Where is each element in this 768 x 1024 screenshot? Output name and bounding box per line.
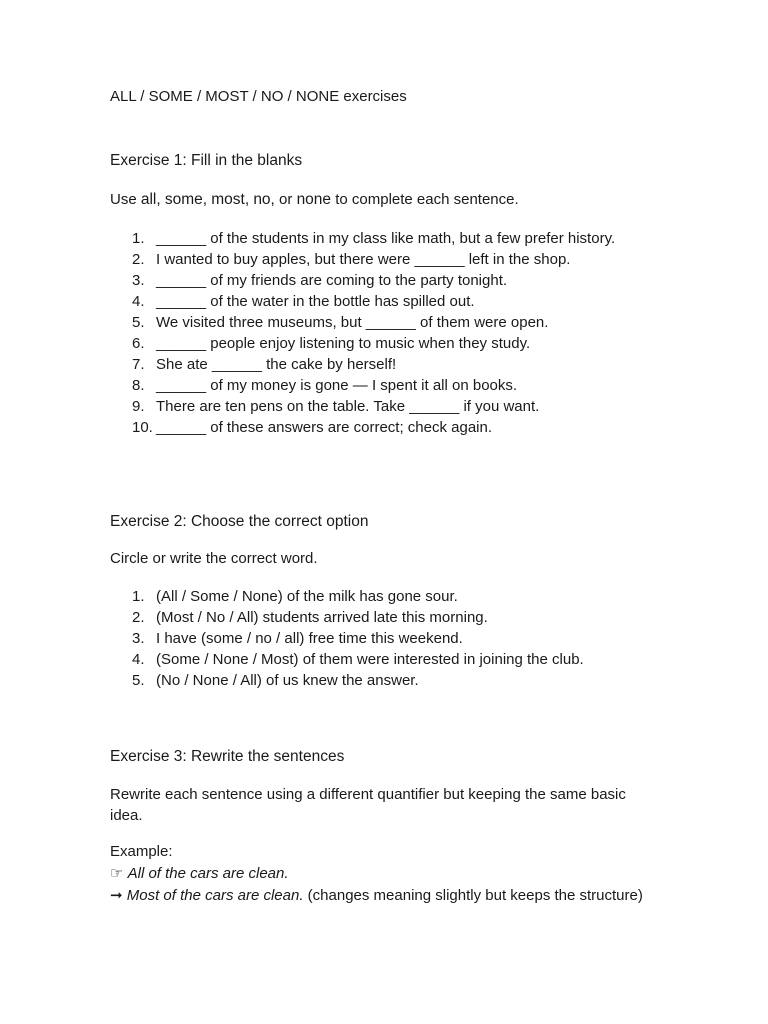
keyword-none: none <box>296 191 332 208</box>
example-rewrite-line <box>110 885 650 907</box>
keyword-most: most, <box>211 191 250 208</box>
item-number: 4. <box>132 651 145 668</box>
instruction-prefix: Use <box>110 191 141 208</box>
example-rewrite-sentence: Most of the cars are clean. <box>126 887 304 904</box>
item-text: (No / None / All) of us knew the answer. <box>156 672 419 689</box>
list-item <box>110 649 650 670</box>
list-item <box>110 586 650 607</box>
item-number: 7. <box>132 356 145 373</box>
item-text: (All / Some / None) of the milk has gone sour. <box>156 588 458 605</box>
item-text: (Some / None / Most) of them were interested in joining the club. <box>156 651 584 668</box>
item-text: I wanted to buy apples, but there were ______ left in the shop. <box>156 251 571 268</box>
list-item <box>110 291 650 312</box>
document-title: ALL / SOME / MOST / NO / NONE exercises <box>110 88 407 105</box>
keyword-all: all, <box>140 191 161 208</box>
keyword-no: no, <box>253 191 275 208</box>
exercise-1-heading: Exercise 1: Fill in the blanks <box>110 152 303 169</box>
item-text: ______ people enjoy listening to music when they study. <box>156 335 531 352</box>
example-note: (changes meaning slightly but keeps the structure) <box>307 887 643 904</box>
exercise-3-instruction: Rewrite each sentence using a different quantifier but keeping the same basic idea. <box>110 786 626 824</box>
list-item <box>110 249 650 270</box>
example-label: Example: <box>110 843 173 860</box>
right-arrow-icon: ➞ <box>110 887 123 904</box>
item-number: 2. <box>132 251 145 268</box>
instruction-suffix: to complete each sentence. <box>331 191 519 208</box>
exercise-2-instruction: Circle or write the correct word. <box>110 550 318 567</box>
item-number: 5. <box>132 672 145 689</box>
item-number: 1. <box>132 588 145 605</box>
list-item <box>110 417 650 438</box>
item-number: 4. <box>132 293 145 310</box>
list-item <box>110 375 650 396</box>
list-item <box>110 312 650 333</box>
list-item <box>110 396 650 417</box>
item-text: She ate ______ the cake by herself! <box>156 356 397 373</box>
item-number: 9. <box>132 398 145 415</box>
item-text: (Most / No / All) students arrived late this morning. <box>156 609 488 626</box>
list-item <box>110 228 650 249</box>
item-number: 10. <box>132 419 153 436</box>
exercise-2-list <box>110 586 650 691</box>
pointing-hand-icon: ☞ <box>110 865 124 882</box>
list-item <box>110 670 650 691</box>
list-item <box>110 333 650 354</box>
item-text: There are ten pens on the table. Take ______ if you want. <box>156 398 540 415</box>
example-original-sentence: All of the cars are clean. <box>127 865 289 882</box>
example-block <box>110 841 650 907</box>
item-number: 1. <box>132 230 145 247</box>
item-number: 5. <box>132 314 145 331</box>
example-original-line <box>110 863 650 885</box>
item-number: 8. <box>132 377 145 394</box>
exercise-2-heading: Exercise 2: Choose the correct option <box>110 513 369 530</box>
instruction-or: or <box>274 191 297 208</box>
list-item <box>110 270 650 291</box>
item-text: ______ of the water in the bottle has spilled out. <box>156 293 475 310</box>
item-text: ______ of the students in my class like math, but a few prefer history. <box>156 230 616 247</box>
exercise-1-list <box>110 228 650 438</box>
item-text: ______ of these answers are correct; check again. <box>156 419 493 436</box>
list-item <box>110 607 650 628</box>
exercise-1-instruction <box>110 189 650 210</box>
exercise-3-heading: Exercise 3: Rewrite the sentences <box>110 748 345 765</box>
item-text: ______ of my money is gone — I spent it all on books. <box>156 377 518 394</box>
item-text: ______ of my friends are coming to the party tonight. <box>156 272 508 289</box>
list-item <box>110 628 650 649</box>
item-number: 3. <box>132 630 145 647</box>
item-number: 3. <box>132 272 145 289</box>
item-number: 2. <box>132 609 145 626</box>
item-text: We visited three museums, but ______ of them were open. <box>156 314 549 331</box>
list-item <box>110 354 650 375</box>
keyword-some: some, <box>164 191 208 208</box>
item-number: 6. <box>132 335 145 352</box>
item-text: I have (some / no / all) free time this weekend. <box>156 630 463 647</box>
